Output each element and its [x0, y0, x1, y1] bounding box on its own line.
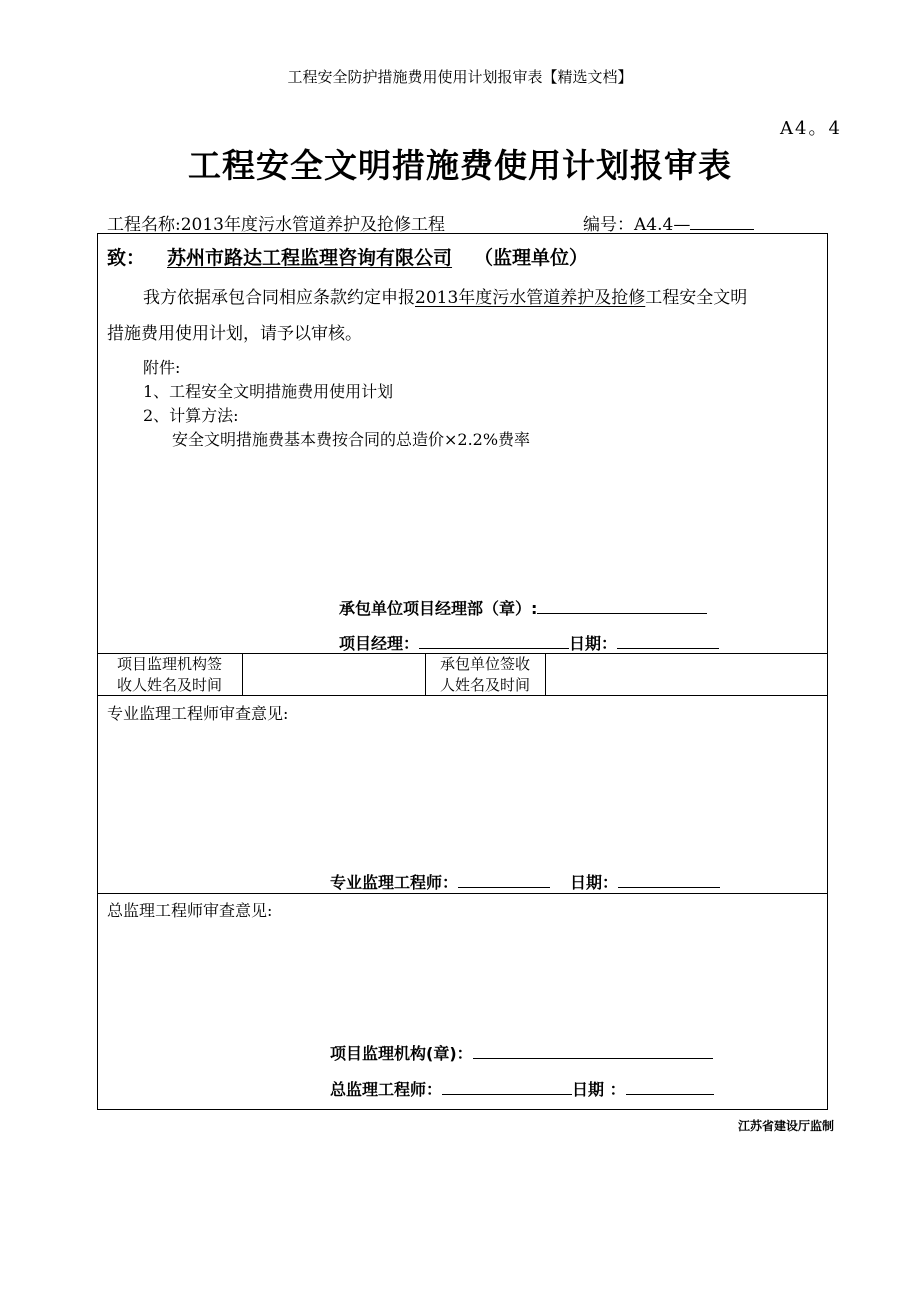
to-label: 致：: [107, 247, 146, 269]
col-divider-1: [242, 653, 243, 695]
pm-date-label: 日期：: [569, 634, 618, 653]
specialist-sign-blank: [458, 871, 550, 888]
contractor-dept-blank: [537, 597, 707, 614]
pm-blank: [419, 632, 569, 649]
con-receiver-line-2: 人姓名及时间: [439, 676, 530, 694]
contractor-dept-row: [339, 596, 707, 619]
sup-receiver-label: [97, 654, 242, 696]
form-title: 工程安全文明措施费使用计划报审表: [188, 146, 732, 185]
attachment-formula: 安全文明措施费基本费按合同的总造价×2.2%费率: [172, 430, 531, 449]
chief-date-blank: [626, 1078, 714, 1095]
specialist-sign-row: [330, 870, 720, 893]
attachment-title: 附件:: [143, 358, 181, 377]
to-row: [107, 243, 588, 270]
pm-date-blank: [617, 632, 719, 649]
project-row: [107, 210, 445, 235]
body-pre: 我方依据承包合同相应条款约定申报: [143, 288, 415, 308]
specialist-sign-label: 专业监理工程师：: [330, 873, 459, 892]
serial-blank: [690, 213, 754, 230]
chief-sign-blank: [442, 1078, 572, 1095]
body-line-2: 措施费用使用计划，请予以审核。: [107, 324, 362, 344]
specialist-date-label: 日期：: [570, 873, 619, 892]
sup-receiver-line-1: 项目监理机构签: [116, 655, 222, 673]
project-name: 2013年度污水管道养护及抢修工程: [180, 215, 445, 235]
chief-opinion-label: 总监理工程师审查意见:: [107, 901, 273, 920]
pm-label: 项目经理：: [339, 634, 420, 653]
contractor-dept-label: 承包单位项目经理部（章）:: [339, 599, 538, 618]
con-receiver-label: [425, 654, 545, 696]
chief-sign-label: 总监理工程师：: [330, 1080, 443, 1099]
chief-sign-row: [330, 1077, 714, 1100]
sup-org-seal-row: [330, 1041, 713, 1064]
col-divider-3: [545, 653, 546, 695]
sup-org-seal-label: 项目监理机构(章)：: [330, 1044, 473, 1063]
attachment-1: 1、工程安全文明措施费用使用计划: [143, 382, 394, 401]
project-label: 工程名称:: [107, 215, 181, 235]
sup-org-seal-blank: [473, 1042, 713, 1059]
to-company: 苏州市路达工程监理咨询有限公司: [167, 247, 453, 269]
con-receiver-line-1: 承包单位签收: [439, 655, 530, 673]
divider-3: [97, 893, 828, 894]
specialist-date-blank: [618, 871, 720, 888]
body-post: 工程安全文明: [645, 288, 748, 308]
footer-issuer: 江苏省建设厅监制: [737, 1119, 834, 1133]
body-line-1: [143, 283, 747, 308]
attachment-2: 2、计算方法:: [143, 406, 239, 425]
page-header: 工程安全防护措施费用使用计划报审表【精选文档】: [287, 68, 633, 86]
pm-row: [339, 631, 719, 654]
body-project: 2013年度污水管道养护及抢修: [415, 288, 646, 308]
serial-label: 编号：: [583, 215, 634, 235]
form-code: A4。4: [780, 118, 842, 139]
serial-row: [583, 210, 754, 235]
to-role: （监理单位）: [474, 247, 589, 269]
specialist-opinion-label: 专业监理工程师审查意见:: [107, 704, 289, 723]
serial-value: A4.4—: [634, 215, 691, 235]
sup-receiver-line-2: 收人姓名及时间: [116, 676, 222, 694]
chief-date-label: 日期 ：: [572, 1080, 626, 1099]
